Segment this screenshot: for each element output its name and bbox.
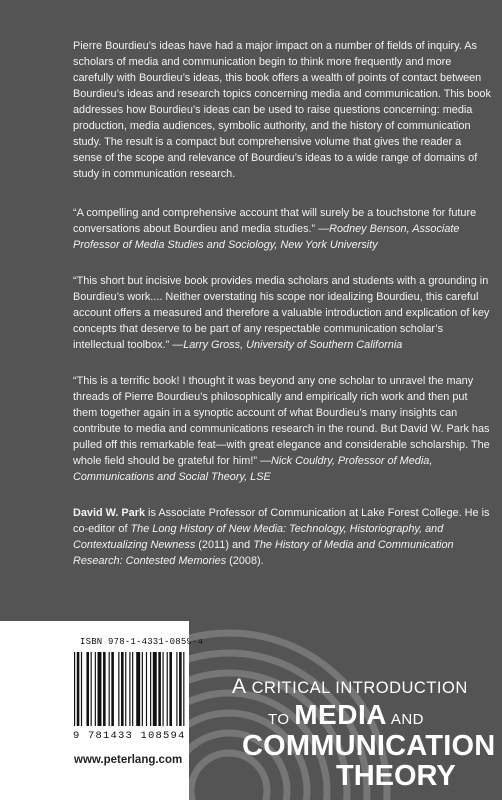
barcode-bar: [176, 652, 177, 726]
series-title-word: A: [232, 675, 247, 698]
series-title-word: AND: [390, 711, 424, 728]
barcode-bar: [118, 652, 119, 726]
series-title-word: CRITICAL INTRODUCTION: [251, 679, 468, 697]
author-bio: [73, 505, 491, 569]
author-book-title: The Long History of New Media: Technology, Historiography, and Contextualizing Newness: [73, 523, 444, 551]
barcode-bar: [111, 652, 114, 726]
barcode-bar: [179, 652, 182, 726]
series-title-line: [208, 699, 492, 731]
barcode-bar: [95, 652, 96, 726]
barcode-bar: [129, 652, 130, 726]
barcode-bar: [121, 652, 124, 726]
endorsement-attribution: —Larry Gross, University of Southern California: [172, 339, 403, 351]
series-title: [208, 675, 502, 793]
endorsement-attribution: —Rodney Benson, Associate Professor of Media Studies and Sociology, New York University: [73, 223, 460, 251]
barcode-bar: [150, 652, 151, 726]
barcode-bar: [77, 652, 80, 726]
endorsement-attribution: —Nick Couldry, Professor of Media, Communications and Social Theory, LSE: [73, 455, 433, 483]
author-bio-text: (2008).: [226, 555, 264, 567]
publisher-url: www.peterlang.com: [74, 754, 183, 766]
barcode-bar: [74, 652, 75, 726]
barcode-bar: [167, 652, 168, 726]
author-book-title: The History of Media and Communication Research: Contested Memories: [73, 539, 454, 567]
barcode-bar: [169, 652, 172, 726]
barcode-bar: [81, 652, 82, 726]
barcode-bar: [142, 652, 143, 726]
barcode-bar: [136, 652, 140, 726]
series-title-line: THEORY: [336, 760, 456, 792]
barcode-image: [74, 652, 186, 726]
series-title-word: TO: [268, 711, 290, 728]
endorsement: [73, 273, 491, 353]
back-cover-text: [73, 38, 491, 589]
description-paragraph: Pierre Bourdieu’s ideas have had a major impact on a number of fields of inquiry. As scholars of media and communication begin to think more frequently and more carefully with Bourdieu’s ideas, this book offers a wealth of points of contact between Bourdieu’s ideas and research topics concerning media and communication. This book addresses how Bourdieu’s ideas can be used to raise questions concerning: media production, media audiences, symbolic authority, and the history of communication study. The result is a compact but comprehensive volume that gives the reader a sense of the scope and relevance of Bourdieu’s ideas to a wide range of domains of study in communication research.: [73, 40, 491, 180]
barcode-bar: [146, 652, 147, 726]
barcode-bar: [153, 652, 157, 726]
series-title-word: MEDIA: [294, 699, 387, 730]
author-name: David W. Park: [73, 507, 146, 519]
endorsement: [73, 373, 491, 485]
endorsement-quote: “This short but incisive book provides media scholars and students with a grounding in Bourdieu’s work.... Neither overstating his scope nor idealizing Bourdieu, this careful account offers a measured and therefore a valuable introduction and explication of key concepts that deserve to be part of any respectable communication scholar’s intellectual toolbox.”: [73, 275, 490, 351]
barcode-bar: [86, 652, 89, 726]
barcode-bar: [162, 652, 163, 726]
barcode-bar: [158, 652, 161, 726]
barcode-bar: [132, 652, 133, 726]
barcode-bar: [98, 652, 102, 726]
isbn-label: ISBN 978-1-4331-0859-4: [80, 637, 204, 647]
isbn-digits: 9 781433 108594: [73, 730, 186, 742]
barcode-bar: [183, 652, 184, 726]
barcode-bar: [103, 652, 106, 726]
endorsement-quote: “A compelling and comprehensive account that will surely be a touchstone for future conversations about Bourdieu and media studies.”: [73, 207, 477, 235]
endorsement-quote: “This is a terrific book! I thought it was beyond any one scholar to unravel the many threads of Pierre Bourdieu’s philosophically and empirically rich work and then put them together again in a synoptic account of what Bourdieu’s many insights can contribute to media and communications research in the round. But David W. Park has pulled off this remarkable feat—with great elegance and considerable scholarship. The whole field should be grateful for him!”: [73, 375, 490, 467]
author-bio-text: is Associate Professor of Communication at Lake Forest College. He is co-editor of: [73, 507, 490, 535]
author-bio-text: (2011) and: [195, 539, 254, 551]
barcode-bar: [109, 652, 110, 726]
barcode-bar: [125, 652, 126, 726]
series-title-line: COMMUNICATION: [242, 730, 496, 762]
barcode-bar: [91, 652, 92, 726]
series-title-line: [208, 675, 492, 699]
endorsement: [73, 205, 491, 253]
